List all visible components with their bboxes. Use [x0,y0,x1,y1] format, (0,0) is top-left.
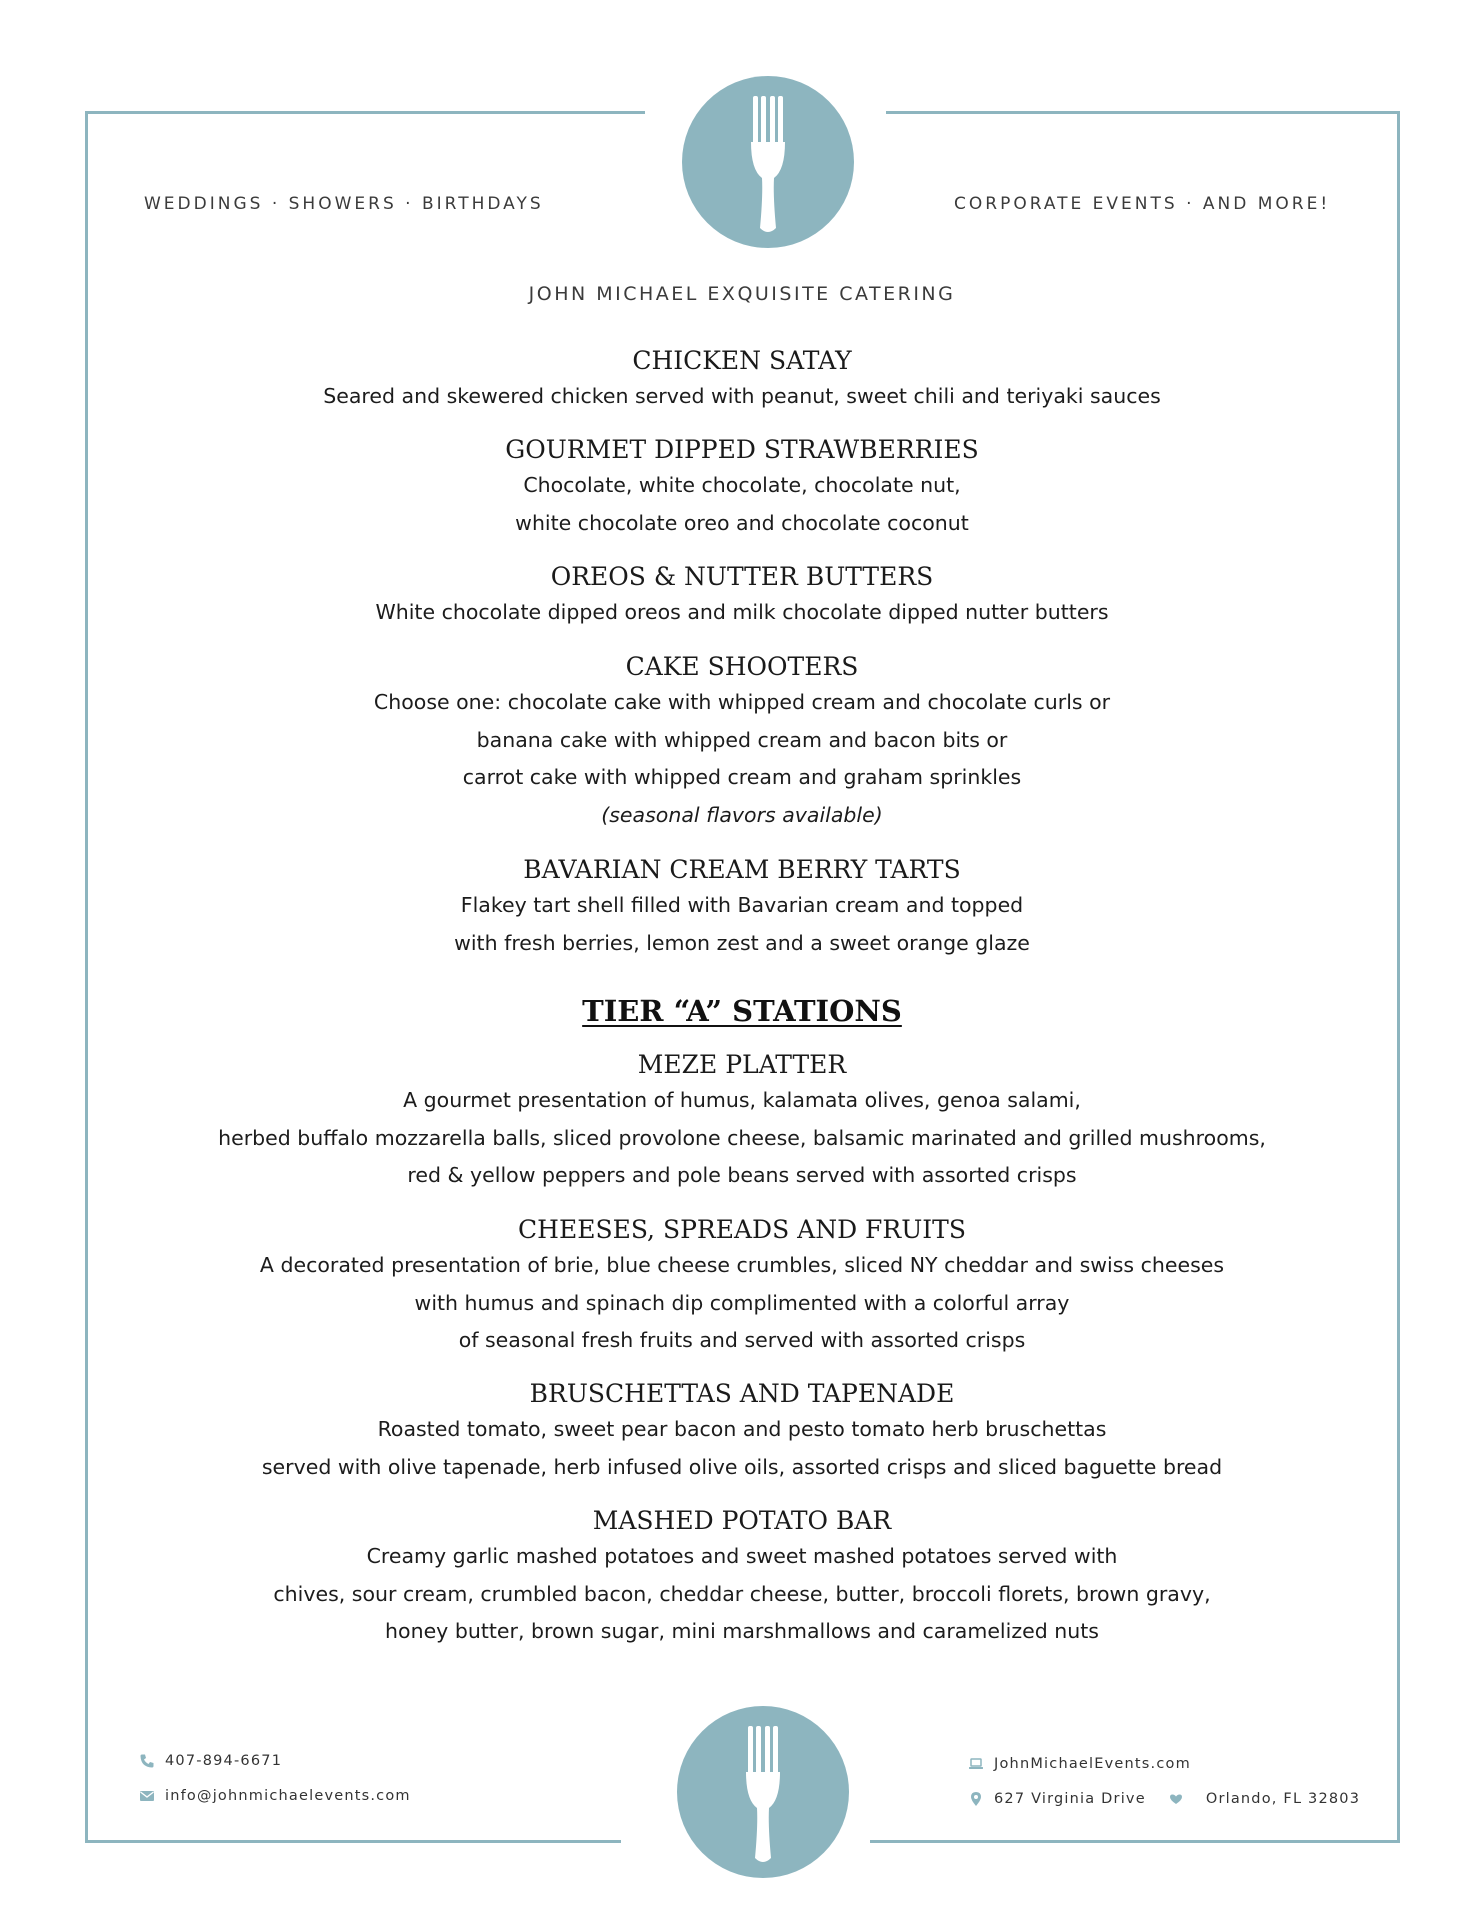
phone-icon [139,1753,155,1769]
email-address: info@johnmichaelevents.com [165,1788,411,1804]
item-desc: with fresh berries, lemon zest and a sweet orange glaze [454,930,1030,955]
frame-bottom-left [85,1840,621,1843]
item-desc: A decorated presentation of brie, blue cheese crumbles, sliced NY cheddar and swiss cheeses [259,1253,1225,1277]
section-title: TIER “A” STATIONS [582,994,902,1028]
menu-item-cheeses [100,1213,1384,1360]
item-desc: with humus and spinach dip complimented with a colorful array [414,1290,1070,1315]
menu-item-oreos [100,560,1384,632]
item-desc: carrot cake with whipped cream and graham sprinkles [462,765,1022,789]
menu-item-berry-tarts [100,853,1384,962]
item-desc: Seared and skewered chicken served with peanut, sweet chili and teriyaki sauces [323,384,1161,408]
logo-top [682,76,854,248]
item-desc: chives, sour cream, crumbled bacon, cheddar cheese, butter, broccoli florets, brown gravy, [273,1581,1211,1606]
frame-bottom-right [870,1840,1400,1843]
item-desc: banana cake with whipped cream and bacon bits or [476,727,1008,752]
company-name: JOHN MICHAEL EXQUISITE CATERING [528,283,956,305]
item-desc: Creamy garlic mashed potatoes and sweet mashed potatoes served with [366,1544,1118,1568]
heart-icon [1168,1791,1184,1807]
section-heading [100,991,1384,1031]
frame-top-right [886,111,1400,114]
phone-number: 407-894-6671 [165,1753,283,1769]
menu-item-bruschettas [100,1377,1384,1486]
laptop-icon [968,1756,984,1772]
item-title: GOURMET DIPPED STRAWBERRIES [505,435,979,464]
city-state-zip: Orlando, FL 32803 [1205,1791,1361,1807]
item-desc: of seasonal fresh fruits and served with assorted crisps [458,1328,1026,1352]
item-desc: herbed buffalo mozzarella balls, sliced provolone cheese, balsamic marinated and grilled mushrooms, [218,1125,1266,1150]
item-desc: Choose one: chocolate cake with whipped cream and chocolate curls or [373,690,1111,714]
item-desc: honey butter, brown sugar, mini marshmallows and caramelized nuts [385,1619,1099,1643]
item-title: BAVARIAN CREAM BERRY TARTS [523,855,961,884]
map-pin-icon [968,1791,984,1807]
logo-bottom [677,1706,849,1878]
tagline-left: WEDDINGS · SHOWERS · BIRTHDAYS [144,194,544,214]
tagline-right: CORPORATE EVENTS · AND MORE! [954,194,1331,214]
item-desc: White chocolate dipped oreos and milk chocolate dipped nutter butters [375,600,1109,624]
fork-icon [682,76,854,248]
menu-item-chicken-satay [100,344,1384,416]
menu-item-potato-bar [100,1504,1384,1651]
item-title: CHEESES, SPREADS AND FRUITS [518,1215,966,1244]
website: JohnMichaelEvents.com [994,1756,1191,1772]
item-desc: served with olive tapenade, herb infused olive oils, assorted crisps and sliced baguette bread [261,1454,1223,1479]
item-title: OREOS & NUTTER BUTTERS [550,562,934,591]
street-address: 627 Virginia Drive [994,1791,1146,1807]
item-desc: A gourmet presentation of humus, kalamata olives, genoa salami, [403,1088,1081,1112]
item-title: BRUSCHETTAS AND TAPENADE [529,1379,955,1408]
contact-phone[interactable] [139,1753,282,1769]
item-title: MEZE PLATTER [637,1050,847,1079]
item-desc: Flakey tart shell filled with Bavarian cream and topped [460,893,1024,917]
item-desc: Chocolate, white chocolate, chocolate nut, [523,473,961,497]
mail-icon [139,1788,155,1804]
item-title: MASHED POTATO BAR [592,1506,892,1535]
item-desc: Roasted tomato, sweet pear bacon and pesto tomato herb bruschettas [377,1417,1107,1441]
contact-email[interactable] [139,1788,411,1804]
item-desc: white chocolate oreo and chocolate coconut [515,510,969,535]
menu-item-strawberries [100,433,1384,542]
item-note: (seasonal flavors available) [601,802,883,827]
frame-right [1397,111,1400,1843]
frame-left [85,111,88,1843]
contact-website[interactable] [968,1756,1191,1772]
item-title: CHICKEN SATAY [632,346,852,375]
frame-top-left [85,111,645,114]
fork-icon [677,1706,849,1878]
item-desc: red & yellow peppers and pole beans served with assorted crisps [407,1163,1077,1187]
menu-item-meze [100,1048,1384,1195]
menu-item-cake-shooters [100,650,1384,834]
contact-address [968,1791,1360,1807]
item-title: CAKE SHOOTERS [625,652,859,681]
